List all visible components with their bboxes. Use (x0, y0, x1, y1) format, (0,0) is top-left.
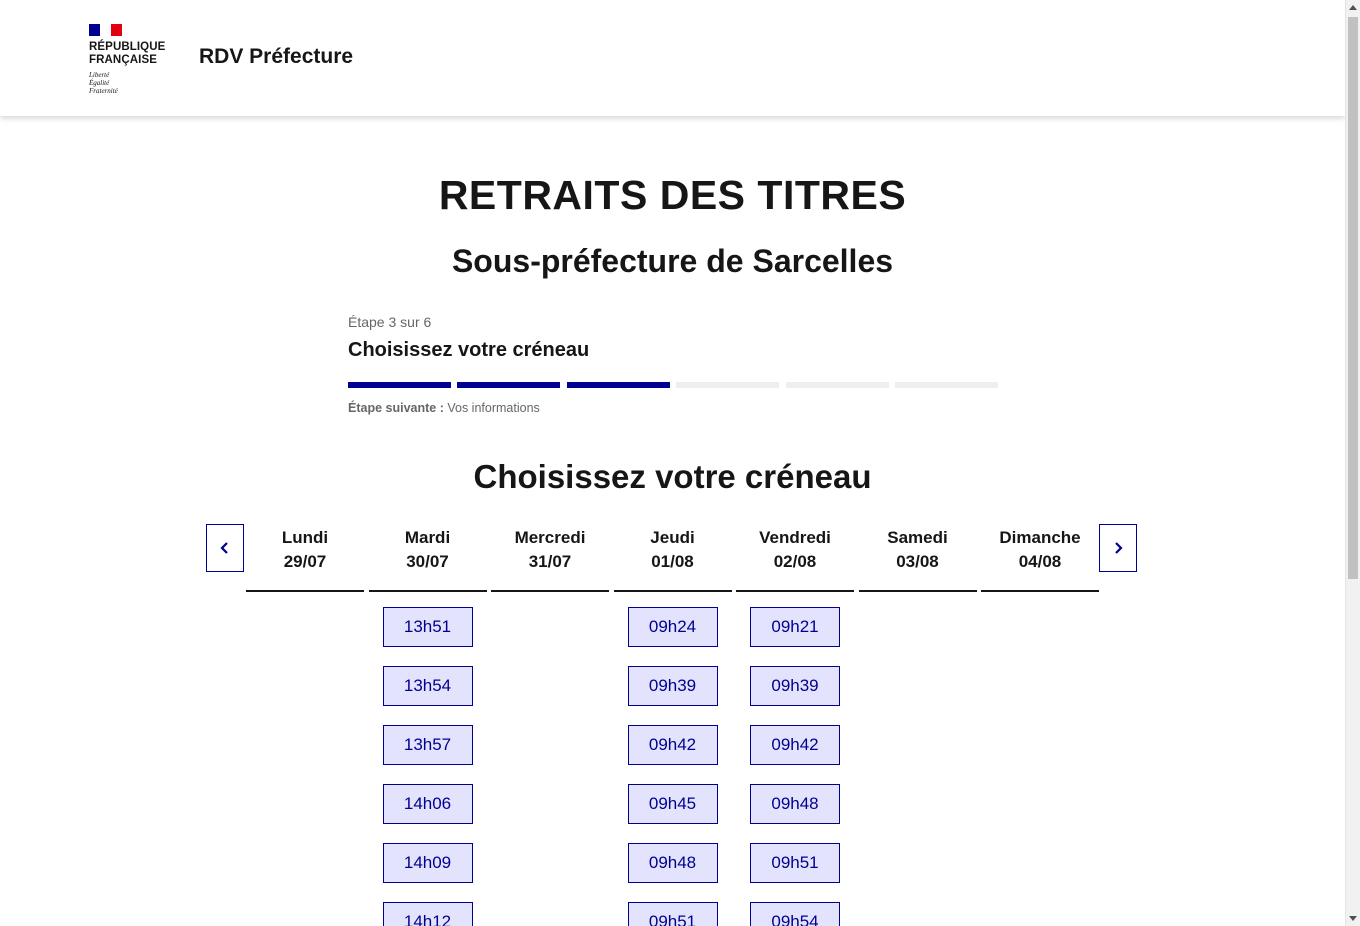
time-slot-button[interactable]: 09h39 (750, 666, 840, 706)
time-slot-button[interactable]: 09h48 (750, 784, 840, 824)
day-header (859, 524, 977, 592)
time-slot-button[interactable]: 09h54 (750, 902, 840, 926)
day-date: 29/07 (283, 552, 327, 571)
page-subtitle: Sous-préfecture de Sarcelles (451, 243, 894, 279)
motto-fraternite: Fraternité (89, 87, 118, 95)
time-slot-button[interactable]: 09h42 (628, 725, 718, 765)
day-column (859, 524, 977, 592)
day-column (614, 524, 732, 926)
page-title: RETRAITS DES TITRES (438, 172, 907, 218)
day-header (736, 524, 854, 592)
day-name: Mercredi (514, 528, 586, 547)
day-header (981, 524, 1099, 592)
time-slot-button[interactable]: 14h06 (383, 784, 473, 824)
time-slot-button[interactable]: 13h51 (383, 607, 473, 647)
day-date: 02/08 (773, 552, 817, 571)
time-slot-button[interactable]: 09h24 (628, 607, 718, 647)
time-slot-button[interactable]: 09h48 (628, 843, 718, 883)
republic-line-1: RÉPUBLIQUE (89, 41, 166, 53)
chevron-right-icon (1112, 541, 1124, 555)
next-week-button[interactable] (1099, 524, 1137, 572)
time-slot-button[interactable]: 09h51 (628, 902, 718, 926)
time-slot-button[interactable]: 09h39 (628, 666, 718, 706)
scrollbar-thumb[interactable] (1348, 17, 1358, 579)
steps-progress-bar (348, 382, 998, 388)
step-segment-6 (895, 382, 998, 388)
day-header (369, 524, 487, 592)
scroll-down-icon[interactable] (1349, 916, 1357, 921)
motto-egalite: Égalité (89, 79, 110, 87)
calendar-title: Choisissez votre créneau (473, 458, 872, 495)
step-segment-4 (676, 382, 779, 388)
time-slot-button[interactable]: 09h21 (750, 607, 840, 647)
service-title-link[interactable]: RDV Préfecture (199, 45, 354, 68)
day-header (614, 524, 732, 592)
french-flag-icon (89, 24, 122, 36)
step-state: Étape 3 sur 6 (348, 314, 432, 330)
day-column (491, 524, 609, 592)
day-column (369, 524, 487, 926)
stepper (348, 314, 998, 415)
day-date: 03/08 (896, 552, 939, 571)
day-name: Jeudi (650, 528, 695, 547)
next-step-label: Étape suivante : (348, 401, 444, 415)
day-column (246, 524, 364, 592)
day-header (491, 524, 609, 592)
site-header (0, 0, 1345, 116)
day-date: 30/07 (406, 552, 449, 571)
step-segment-2 (457, 382, 560, 388)
step-segment-5 (786, 382, 889, 388)
previous-week-button[interactable] (206, 524, 244, 572)
day-column (981, 524, 1099, 592)
step-segment-1 (348, 382, 451, 388)
step-title: Choisissez votre créneau (348, 339, 590, 361)
slot-calendar (206, 524, 1139, 926)
next-step-info (348, 401, 540, 415)
time-slot-button[interactable]: 09h42 (750, 725, 840, 765)
republique-francaise-logo[interactable] (89, 24, 179, 95)
time-slot-button[interactable]: 14h09 (383, 843, 473, 883)
time-slot-button[interactable]: 13h57 (383, 725, 473, 765)
day-name: Mardi (404, 528, 451, 547)
scroll-up-icon[interactable] (1349, 5, 1357, 10)
time-slot-button[interactable]: 09h45 (628, 784, 718, 824)
time-slot-button[interactable]: 09h51 (750, 843, 840, 883)
day-name: Samedi (887, 528, 948, 547)
next-step-value: Vos informations (447, 401, 540, 415)
page-scrollbar[interactable] (1345, 0, 1360, 926)
motto-liberte: Liberté (89, 71, 110, 79)
time-slot-button[interactable]: 13h54 (383, 666, 473, 706)
day-name: Vendredi (759, 528, 831, 547)
day-name: Lundi (281, 528, 329, 547)
day-date: 31/07 (528, 552, 572, 571)
time-slot-button[interactable]: 14h12 (383, 902, 473, 926)
republic-name (89, 41, 179, 67)
day-date: 04/08 (1018, 552, 1062, 571)
day-column (736, 524, 854, 926)
day-header (246, 524, 364, 592)
chevron-left-icon (219, 541, 231, 555)
republic-line-2: FRANÇAISE (89, 54, 157, 66)
day-name: Dimanche (999, 528, 1081, 547)
step-segment-3 (567, 382, 670, 388)
republic-motto (89, 71, 179, 95)
day-date: 01/08 (651, 552, 694, 571)
